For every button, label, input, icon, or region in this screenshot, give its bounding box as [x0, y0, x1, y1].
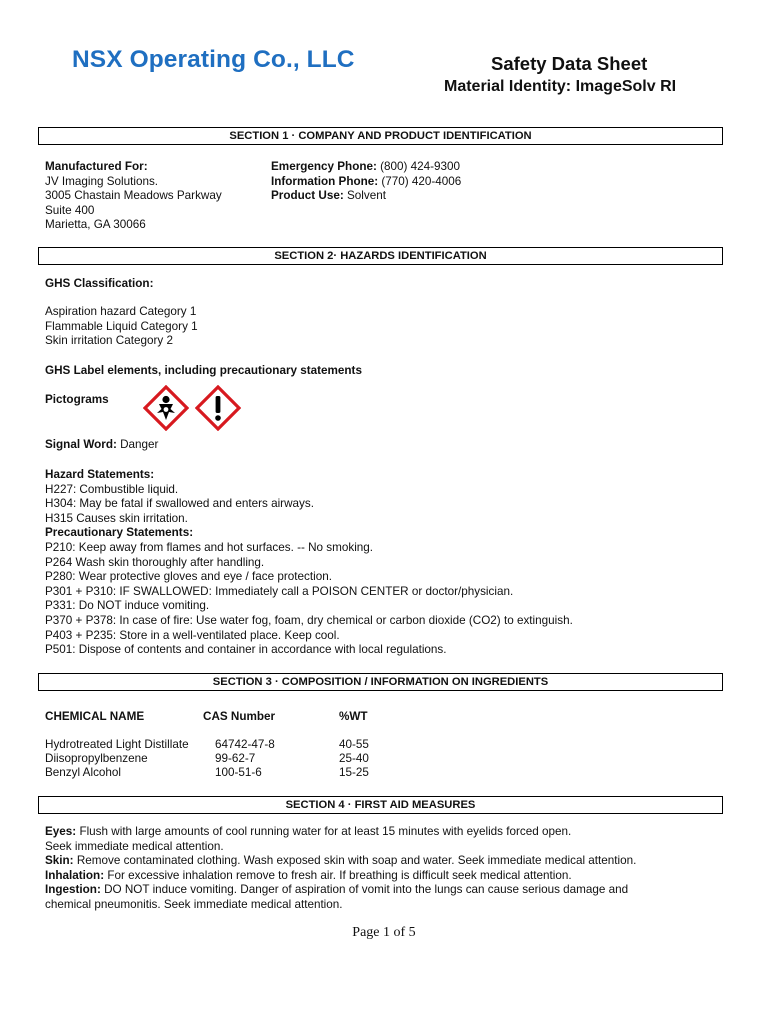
- hazard-statements: [45, 468, 573, 658]
- ghs-class-item: Aspiration hazard Category 1: [45, 305, 197, 318]
- ghs-class-item: Flammable Liquid Category 1: [45, 319, 198, 333]
- ghs-classification-label: GHS Classification:: [45, 277, 154, 290]
- manufacturer-line: Marietta, GA 30066: [45, 218, 146, 232]
- table-row: [45, 752, 148, 767]
- document-title: Safety Data Sheet: [491, 53, 648, 74]
- manufacturer-line: JV Imaging Solutions.: [45, 174, 159, 188]
- manufacturer-block: [45, 160, 222, 233]
- first-aid-inhalation: [45, 869, 636, 884]
- first-aid-measures: [45, 825, 636, 913]
- hazard-statements-label: Hazard Statements:: [45, 468, 155, 481]
- exclamation-mark-icon: [195, 385, 241, 431]
- pictograms-label: Pictograms: [45, 393, 109, 406]
- ghs-class-item: Skin irritation Category 2: [45, 334, 173, 348]
- precautionary-statement: P370 + P378: In case of fire: Use water fog, foam, dry chemical or carbon dioxide (CO2) to extinguish.: [45, 613, 573, 627]
- chemical-name: Hydrotreated Light Distillate: [45, 738, 189, 751]
- precautionary-statement: P280: Wear protective gloves and eye / face protection.: [45, 570, 332, 584]
- signal-word-value: Danger: [116, 438, 159, 451]
- material-identity: [444, 78, 676, 96]
- precautionary-statements-label: Precautionary Statements:: [45, 526, 194, 540]
- ingestion-label: Ingestion:: [45, 883, 101, 897]
- hazard-statement: H304: May be fatal if swallowed and enters airways.: [45, 497, 314, 511]
- precautionary-statement: P264 Wash skin thoroughly after handling.: [45, 555, 265, 569]
- eyes-text: Flush with large amounts of cool running water for at least 15 minutes with eyelids forced open.: [76, 825, 572, 838]
- first-aid-eyes: [45, 825, 636, 840]
- product-use-value: Solvent: [343, 189, 386, 203]
- page-number: Page 1 of 5: [352, 925, 416, 940]
- information-phone: [271, 175, 461, 190]
- manufacturer-line: 3005 Chastain Meadows Parkway: [45, 189, 222, 203]
- manufacturer-line: Suite 400: [45, 203, 95, 217]
- table-row: [45, 766, 121, 781]
- chemical-name: Benzyl Alcohol: [45, 766, 122, 779]
- precautionary-statement: P210: Keep away from flames and hot surfaces. -- No smoking.: [45, 540, 374, 554]
- identity-label: Material Identity:: [444, 78, 572, 95]
- section-2-header: SECTION 2· HAZARDS IDENTIFICATION: [38, 247, 723, 265]
- emergency-phone-label: Emergency Phone:: [271, 160, 377, 173]
- manufacturer-label: Manufactured For:: [45, 160, 148, 173]
- precautionary-statement: P403 + P235: Store in a well-ventilated place. Keep cool.: [45, 628, 340, 642]
- section-1-header: SECTION 1 · COMPANY AND PRODUCT IDENTIFICATION: [38, 127, 723, 145]
- chemical-name: Diisopropylbenzene: [45, 752, 148, 765]
- table-header-weight-percent: %WT: [339, 710, 368, 723]
- precautionary-statement: P331: Do NOT induce vomiting.: [45, 599, 210, 613]
- cas-number: 100-51-6: [215, 766, 262, 779]
- table-header-chemical-name: CHEMICAL NAME: [45, 710, 145, 723]
- cas-number: 99-62-7: [215, 752, 256, 765]
- eyes-text-continued: Seek immediate medical attention.: [45, 839, 224, 853]
- first-aid-ingestion: [45, 883, 636, 898]
- emergency-phone: [271, 160, 461, 175]
- table-row: [45, 738, 189, 753]
- hazard-statement: H227: Combustible liquid.: [45, 482, 179, 496]
- ghs-classes: [45, 305, 198, 349]
- skin-text: Remove contaminated clothing. Wash exposed skin with soap and water. Seek immediate medical attention.: [73, 854, 637, 868]
- weight-percent: 25-40: [339, 752, 369, 765]
- first-aid-skin: [45, 854, 636, 869]
- skin-label: Skin:: [45, 854, 74, 868]
- ingestion-text: DO NOT induce vomiting. Danger of aspiration of vomit into the lungs can cause serious damage and: [100, 883, 629, 897]
- health-hazard-icon: [143, 385, 189, 431]
- precautionary-statement: P501: Dispose of contents and container in accordance with local regulations.: [45, 643, 447, 657]
- precautionary-statement: P301 + P310: IF SWALLOWED: Immediately call a POISON CENTER or doctor/physician.: [45, 584, 514, 598]
- emergency-phone-value: (800) 424-9300: [376, 160, 461, 173]
- identity-value: ImageSolv RI: [575, 78, 677, 95]
- table-header-cas-number: CAS Number: [203, 710, 276, 723]
- inhalation-label: Inhalation:: [45, 868, 105, 882]
- hazard-statement: H315 Causes skin irritation.: [45, 511, 188, 525]
- information-phone-label: Information Phone:: [271, 174, 379, 188]
- signal-word-label: Signal Word:: [45, 438, 117, 451]
- information-phone-value: (770) 420-4006: [378, 174, 462, 188]
- weight-percent: 15-25: [339, 766, 369, 779]
- product-use-label: Product Use:: [271, 189, 344, 203]
- company-name: NSX Operating Co., LLC: [72, 46, 355, 73]
- weight-percent: 40-55: [339, 738, 369, 751]
- signal-word: [45, 438, 158, 453]
- cas-number: 64742-47-8: [215, 738, 275, 751]
- product-use: [271, 189, 461, 204]
- ingestion-text-continued: chemical pneumonitis. Seek immediate medical attention.: [45, 897, 343, 911]
- eyes-label: Eyes:: [45, 825, 77, 838]
- label-elements-heading: GHS Label elements, including precautionary statements: [45, 364, 362, 377]
- inhalation-text: For excessive inhalation remove to fresh air. If breathing is difficult seek medical attention.: [104, 868, 572, 882]
- contact-block: [271, 160, 461, 204]
- section-4-header: SECTION 4 · FIRST AID MEASURES: [38, 796, 723, 814]
- section-3-header: SECTION 3 · COMPOSITION / INFORMATION ON INGREDIENTS: [38, 673, 723, 691]
